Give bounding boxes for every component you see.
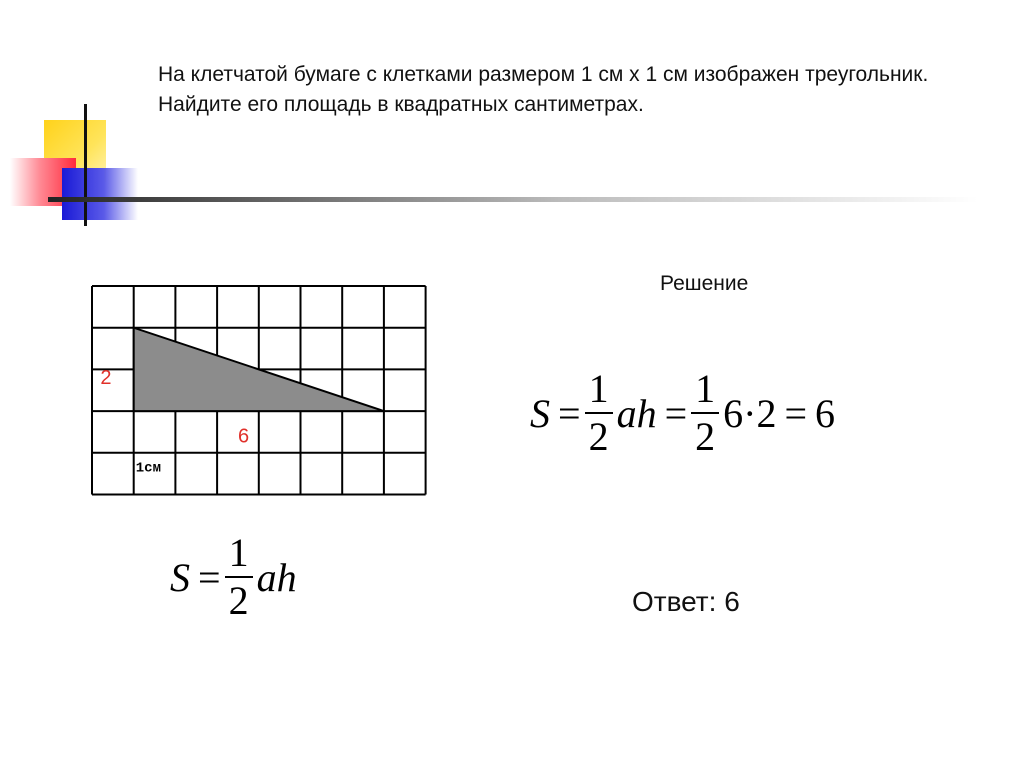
formula-ah: ah bbox=[616, 390, 657, 436]
area-formula bbox=[170, 530, 297, 624]
solution-heading: Решение bbox=[660, 272, 749, 295]
formula-result: 6 bbox=[815, 390, 836, 436]
formula-height-value: 2 bbox=[756, 390, 777, 436]
fraction-numerator: 1 bbox=[691, 366, 719, 414]
unit-cell-label: 1см bbox=[135, 460, 162, 477]
base-label: 6 bbox=[237, 425, 250, 448]
fraction-half bbox=[225, 530, 253, 624]
fraction-denominator: 2 bbox=[588, 414, 609, 459]
formula-multiply-dot: · bbox=[743, 390, 757, 436]
solution-formula bbox=[530, 366, 835, 460]
decor-blue-square bbox=[62, 168, 138, 220]
height-label: 2 bbox=[100, 366, 112, 389]
fraction-numerator: 1 bbox=[225, 530, 253, 578]
formula-equals: = bbox=[664, 390, 688, 436]
problem-statement: На клетчатой бумаге с клетками размером 1 см х 1 см изображен треугольник. Найдите его площадь в квадратных сантиметрах. bbox=[158, 63, 929, 116]
formula-equals: = bbox=[558, 390, 581, 436]
fraction-denominator: 2 bbox=[695, 414, 716, 459]
formula-s: S bbox=[530, 390, 550, 436]
formula-equals: = bbox=[784, 390, 808, 436]
fraction-half bbox=[585, 366, 613, 460]
decor-vertical-line bbox=[84, 104, 87, 226]
formula-equals: = bbox=[198, 554, 221, 600]
answer: Ответ: 6 bbox=[632, 586, 740, 617]
decor-horizontal-rule bbox=[48, 197, 978, 202]
fraction-denominator: 2 bbox=[228, 578, 249, 623]
fraction-half bbox=[691, 366, 719, 460]
grid-figure bbox=[88, 282, 430, 500]
formula-ah: ah bbox=[256, 554, 297, 600]
formula-s: S bbox=[170, 554, 190, 600]
formula-base-value: 6 bbox=[723, 390, 744, 436]
fraction-numerator: 1 bbox=[585, 366, 613, 414]
